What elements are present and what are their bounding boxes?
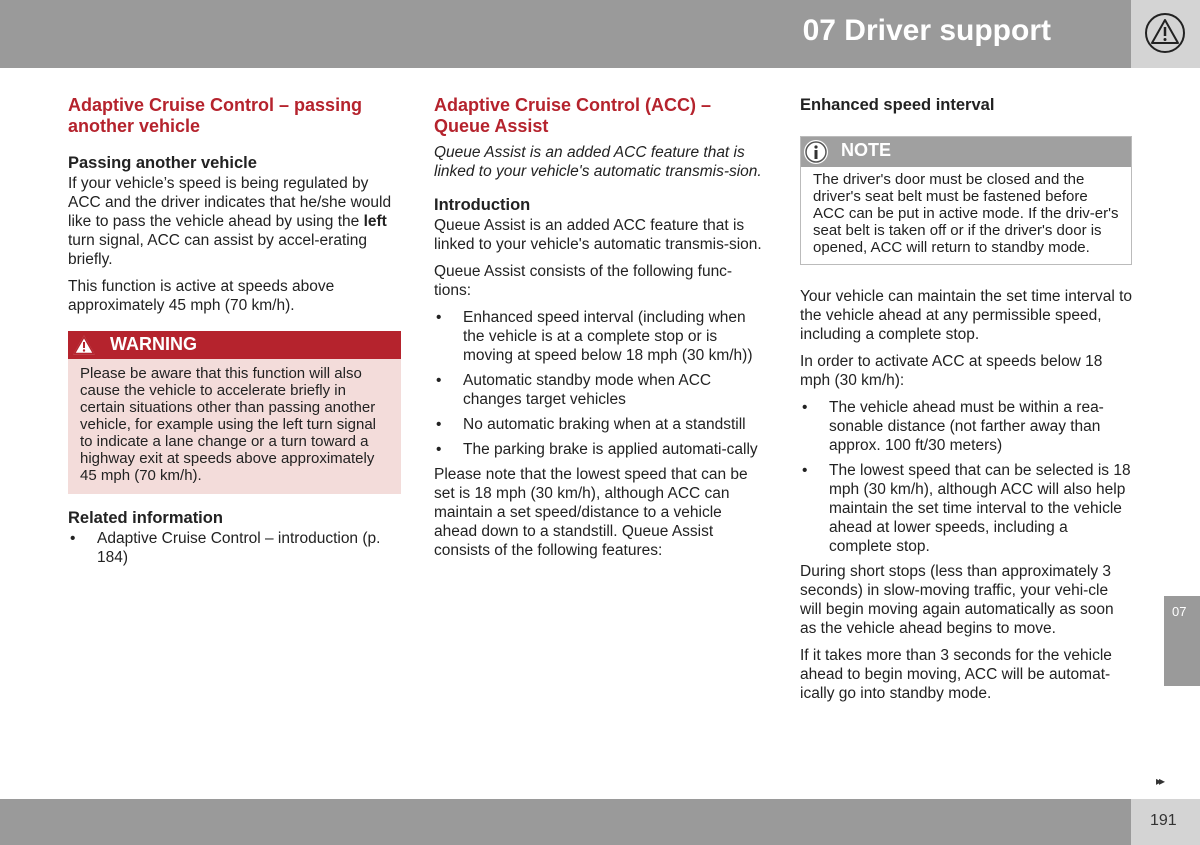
warning-triangle-icon	[70, 332, 98, 358]
list-item: • The lowest speed that can be selected is 18 mph (30 km/h), although ACC will also help maintain the set time interval to the vehicle ahead at lower speeds, including a complete stop.	[802, 462, 1131, 555]
note-box	[800, 136, 1132, 265]
warning-label: WARNING	[110, 334, 197, 354]
paragraph: Please note that the lowest speed that can be set is 18 mph (30 km/h), although ACC can maintain a set speed/distance to a vehicle ahead down to a standstill. Queue Assist consists of the following features:	[434, 466, 748, 559]
related-info-heading: Related information	[68, 509, 223, 527]
column-2	[434, 95, 768, 568]
list-item: • No automatic braking when at a standstill	[436, 416, 746, 433]
paragraph: If it takes more than 3 seconds for the vehicle ahead to begin moving, ACC will be automat-ically go into standby mode.	[800, 647, 1112, 702]
list-item: • The parking brake is applied automati-cally	[436, 441, 758, 458]
note-text: The driver's door must be closed and the driver's seat belt must be fastened before ACC can be put in active mode. If the driv-er's seat belt is taken off or if the driver's door is opened, ACC will return to standby mode.	[813, 171, 1119, 256]
note-label: NOTE	[841, 140, 892, 160]
warning-text: Please be aware that this function will also cause the vehicle to accelerate briefly in certain situations other than passing another vehicle, for example using the left turn signal to indicate a lane change or a turn toward a highway exit at speeds above approximately 45 mph (70 km/h).	[68, 359, 401, 494]
related-link[interactable]: • Adaptive Cruise Control – introduction (p. 184)	[70, 530, 381, 566]
page-number: 191	[1150, 812, 1177, 829]
page-number-box	[1131, 799, 1200, 845]
paragraph: Your vehicle can maintain the set time interval to the vehicle ahead at any permissible speed, including a complete stop.	[800, 288, 1132, 343]
side-tab-label: 07	[1172, 604, 1187, 619]
column-1	[68, 95, 401, 573]
intro-italic: Queue Assist is an added ACC feature that is linked to your vehicle's automatic transmis-sion.	[434, 144, 762, 180]
list-item: • Enhanced speed interval (including when the vehicle is at a complete stop or is moving at speed below 18 mph (30 km/h))	[436, 309, 753, 364]
warning-triangle-icon	[1144, 12, 1186, 54]
subheading-passing: Passing another vehicle	[68, 154, 257, 172]
page-footer	[0, 799, 1131, 845]
related-list	[68, 529, 401, 567]
paragraph: Queue Assist consists of the following func-tions:	[434, 263, 733, 299]
functions-list	[434, 308, 768, 459]
header-icon-box	[1131, 0, 1200, 68]
info-icon	[803, 139, 829, 165]
paragraph: If your vehicle’s speed is being regulated by ACC and the driver indicates that he/she would like to pass the vehicle ahead by using the left turn signal, ACC can assist by accel-erating briefly.	[68, 175, 392, 268]
column-3	[800, 95, 1132, 711]
chapter-side-tab[interactable]	[1164, 596, 1200, 686]
subheading-introduction: Introduction	[434, 196, 531, 214]
warning-box	[68, 331, 401, 494]
paragraph: Queue Assist is an added ACC feature that is linked to your vehicle's automatic transmis-sion.	[434, 217, 762, 253]
note-header	[801, 137, 1131, 167]
paragraph: This function is active at speeds above approximately 45 mph (70 km/h).	[68, 278, 335, 314]
activation-conditions-list	[800, 398, 1132, 556]
list-item: • Automatic standby mode when ACC changes target vehicles	[436, 372, 712, 408]
section-heading-passing: Adaptive Cruise Control – passing another vehicle	[68, 95, 363, 136]
paragraph: During short stops (less than approximately 3 seconds) in slow-moving traffic, your vehi-cle will begin moving again automatically as soon as the vehicle ahead begins to move.	[800, 563, 1114, 637]
paragraph: In order to activate ACC at speeds below 18 mph (30 km/h):	[800, 353, 1103, 389]
section-heading-queue-assist: Adaptive Cruise Control (ACC) – Queue Assist	[434, 95, 712, 136]
warning-header	[68, 331, 401, 359]
bold-left: left	[363, 213, 387, 230]
chapter-title: 07 Driver support	[802, 14, 1051, 47]
continue-arrows-icon: ▸▸	[1156, 774, 1163, 788]
subheading-enhanced-speed: Enhanced speed interval	[800, 96, 995, 114]
list-item: • The vehicle ahead must be within a rea-sonable distance (not farther away than approx. 100 ft/30 meters)	[802, 399, 1104, 454]
page-header	[0, 0, 1131, 68]
